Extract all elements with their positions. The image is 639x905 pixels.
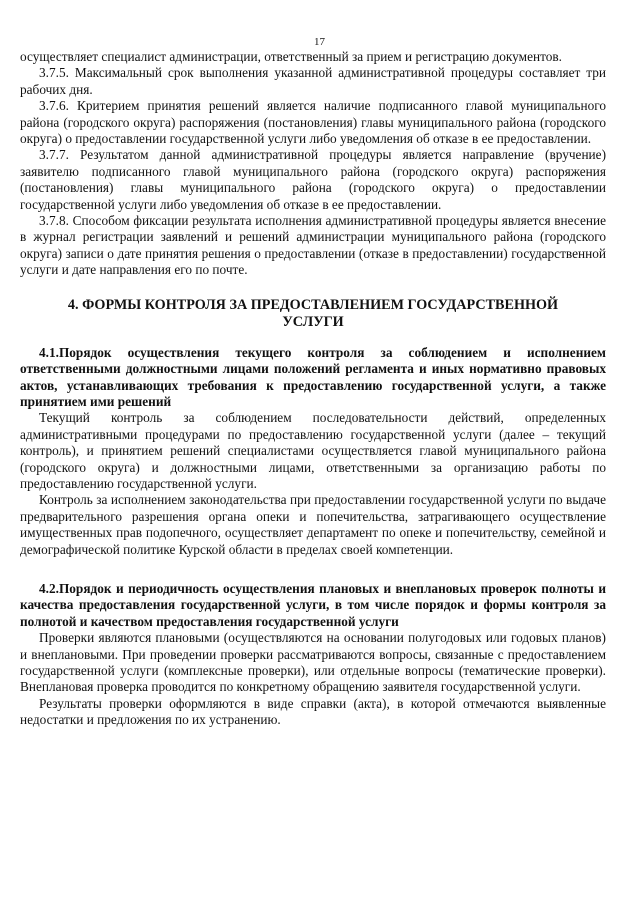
page-number: 17	[314, 36, 325, 48]
subsection-heading-4-1: 4.1.Порядок осуществления текущего контроля за соблюдением и исполнением ответственными должностными лицами положений регламента и иных нормативно правовых актов, устанавливающих требования к предоставлению государственной услуги, а также принятием ими решений	[20, 344, 606, 409]
paragraph-inspection-results: Результаты проверки оформляются в виде справки (акта), в которой отмечаются выявленные недостатки и предложения по их устранению.	[20, 695, 606, 728]
page-content	[20, 49, 606, 729]
paragraph-inspections: Проверки являются плановыми (осуществляются на основании полугодовых или годовых планов) и внеплановыми. При проведении проверки рассматриваются вопросы, связанные с предоставлением государственной услуги (комплексные проверки), или отдельные вопросы (тематические проверки). Внеплановая проверка проводится по конкретному обращению заявителя государственной услуги.	[20, 630, 606, 695]
paragraph-current-control: Текущий контроль за соблюдением последовательности действий, определенных административными процедурами по предоставлению государственной услуги (далее – текущий контроль), и принятием решений специалистами осуществляется главой муниципального района (городского округа) и должностными лицами, ответственными за организацию работы по предоставлению государственной услуги.	[20, 410, 606, 491]
paragraph-continuation: осуществляет специалист администрации, ответственный за прием и регистрацию документов.	[20, 49, 562, 64]
paragraph-3-7-7: 3.7.7. Результатом данной административной процедуры является направление (вручение) заявителю подписанного главой муниципального района (городского округа) распоряжения (постановления) главы муниципального района (городского округа) о предоставлении государственной услуги либо уведомления об отказе в ее предоставлении.	[20, 147, 606, 212]
paragraph-3-7-8: 3.7.8. Способом фиксации результата исполнения административной процедуры является внесение в журнал регистрации заявлений и решений администрации муниципального района (городского округа) записи о дате принятия решения о предоставлении (отказе в предоставлении) государственной услуги и дате направления его по почте.	[20, 213, 606, 278]
paragraph-legislation-control: Контроль за исполнением законодательства при предоставлении государственной услуги по выдаче предварительного разрешения органа опеки и попечительства, затрагивающего осуществление имущественных прав подопечного, осуществляет департамент по опеке и попечительству, семейной и демографической политике Курской области в пределах своей компетенции.	[20, 492, 606, 557]
paragraph-3-7-5: 3.7.5. Максимальный срок выполнения указанной административной процедуры составляет три рабочих дня.	[20, 65, 606, 97]
section-heading: 4. ФОРМЫ КОНТРОЛЯ ЗА ПРЕДОСТАВЛЕНИЕМ ГОСУДАРСТВЕННОЙ УСЛУГИ	[67, 296, 559, 330]
subsection-heading-4-2: 4.2.Порядок и периодичность осуществления плановых и внеплановых проверок полноты и качества предоставления государственной услуги, в том числе порядок и формы контроля за полнотой и качеством предоставления государственной услуги	[20, 580, 606, 629]
paragraph-3-7-6: 3.7.6. Критерием принятия решений является наличие подписанного главой муниципального района (городского округа) распоряжения (постановления) главы муниципального района (городского округа) о предоставлении государственной услуги либо уведомления об отказе в ее предоставлении.	[20, 98, 606, 147]
